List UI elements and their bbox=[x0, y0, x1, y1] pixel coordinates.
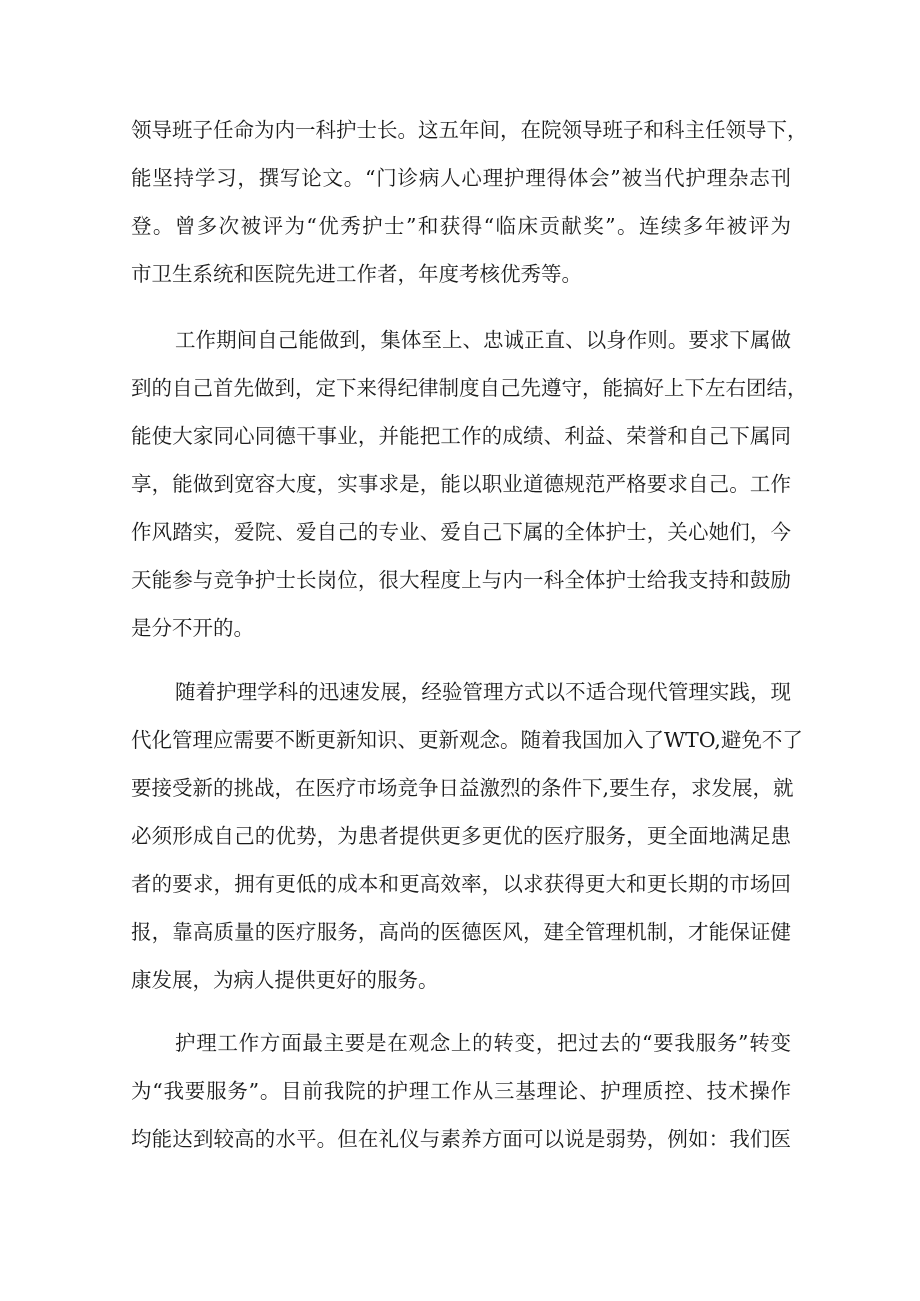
paragraph-line: 者的要求，拥有更低的成本和更高效率，以求获得更大和更长期的市场回 bbox=[131, 872, 791, 896]
paragraph-line: 代化管理应需要不断更新知识、更新观念。随着我国加入了WTO,避免不了 bbox=[131, 728, 803, 752]
paragraph-line: 到的自己首先做到，定下来得纪律制度自己先遵守，能搞好上下左右团结， bbox=[131, 376, 808, 400]
paragraph-line: 天能参与竞争护士长岗位，很大程度上与内一科全体护士给我支持和鼓励 bbox=[131, 568, 791, 592]
paragraph-line: 康发展，为病人提供更好的服务。 bbox=[131, 968, 439, 992]
paragraph-4 bbox=[131, 1019, 791, 1163]
paragraph-3 bbox=[131, 668, 803, 1004]
paragraph-line: 随着护理学科的迅速发展，经验管理方式以不适合现代管理实践，现 bbox=[175, 680, 791, 704]
paragraph-line: 工作期间自己能做到，集体至上、忠诚正直、以身作则。要求下属做 bbox=[175, 328, 791, 352]
paragraph-line: 享，能做到宽容大度，实事求是，能以职业道德规范严格要求自己。工作 bbox=[131, 472, 791, 496]
paragraph-line: 要接受新的挑战，在医疗市场竞争日益激烈的条件下,要生存，求发展，就 bbox=[131, 776, 794, 800]
paragraph-line: 护理工作方面最主要是在观念上的转变，把过去的“要我服务”转变 bbox=[175, 1031, 791, 1055]
paragraph-line: 必须形成自己的优势，为患者提供更多更优的医疗服务，更全面地满足患 bbox=[131, 824, 791, 848]
paragraph-line: 为“我要服务”。目前我院的护理工作从三基理论、护理质控、技术操作 bbox=[131, 1079, 791, 1103]
paragraph-line: 领导班子任命为内一科护士长。这五年间，在院领导班子和科主任领导下， bbox=[131, 118, 808, 142]
paragraph-line: 均能达到较高的水平。但在礼仪与素养方面可以说是弱势，例如：我们医 bbox=[131, 1127, 791, 1151]
paragraph-2 bbox=[131, 316, 808, 652]
paragraph-line: 能使大家同心同德干事业，并能把工作的成绩、利益、荣誉和自己下属同 bbox=[131, 424, 791, 448]
paragraph-line: 报，靠高质量的医疗服务，高尚的医德医风，建全管理机制，才能保证健 bbox=[131, 920, 791, 944]
paragraph-line: 市卫生系统和医院先进工作者，年度考核优秀等。 bbox=[131, 262, 582, 286]
paragraph-line: 是分不开的。 bbox=[131, 616, 254, 640]
paragraph-1 bbox=[131, 106, 808, 298]
paragraph-line: 能坚持学习，撰写论文。“门诊病人心理护理得体会”被当代护理杂志刊 bbox=[131, 166, 791, 190]
paragraph-line: 登。曾多次被评为“优秀护士”和获得“临床贡献奖”。连续多年被评为 bbox=[131, 214, 791, 238]
paragraph-line: 作风踏实，爱院、爱自己的专业、爱自己下属的全体护士，关心她们，今 bbox=[131, 520, 791, 544]
